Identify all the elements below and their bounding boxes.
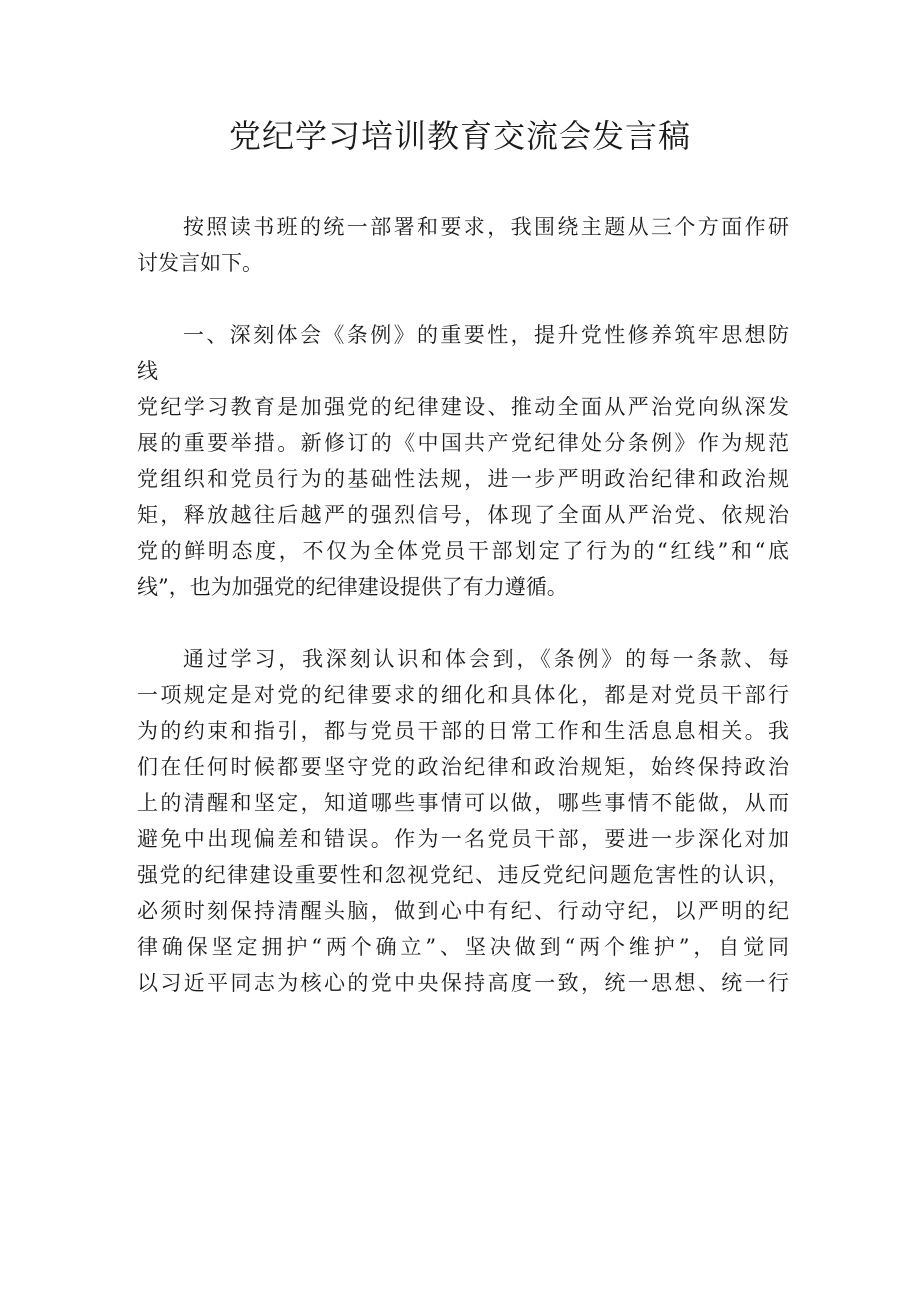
- text-line: 线”，也为加强党的纪律建设提供了有力遵循。: [137, 575, 568, 599]
- text-line: 们在任何时候都要坚守党的政治纪律和政治规矩，始终保持政治: [137, 755, 789, 779]
- text-line: 党纪学习教育是加强党的纪律建设、推动全面从严治党向纵深发: [137, 395, 789, 419]
- section-heading-line: 线: [137, 359, 158, 383]
- paragraph-gap: [137, 281, 789, 317]
- text-line: 讨发言如下。: [137, 251, 263, 275]
- text-line: 一项规定是对党的纪律要求的细化和具体化，都是对党员干部行: [137, 683, 789, 707]
- text-line: 必须时刻保持清醒头脑，做到心中有纪、行动守纪，以严明的纪: [137, 899, 789, 923]
- document-title: 党纪学习培训教育交流会发言稿: [228, 117, 691, 155]
- document-body: [137, 209, 789, 1001]
- text-line: 展的重要举措。新修订的《中国共产党纪律处分条例》作为规范: [137, 431, 789, 455]
- text-line: 避免中出现偏差和错误。作为一名党员干部，要进一步深化对加: [137, 827, 789, 851]
- paragraph-gap: [137, 605, 789, 641]
- section-heading-line: 一、深刻体会《条例》的重要性，提升党性修养筑牢思想防: [183, 323, 789, 347]
- text-line: 律确保坚定拥护“两个确立”、坚决做到“两个维护”，自觉同: [137, 935, 789, 959]
- text-line: 党组织和党员行为的基础性法规，进一步严明政治纪律和政治规: [137, 467, 789, 491]
- text-line: 以习近平同志为核心的党中央保持高度一致，统一思想、统一行: [137, 971, 789, 995]
- text-line: 党的鲜明态度，不仅为全体党员干部划定了行为的“红线”和“底: [137, 539, 789, 563]
- text-line: 矩，释放越往后越严的强烈信号，体现了全面从严治党、依规治: [137, 503, 789, 527]
- text-line: 上的清醒和坚定，知道哪些事情可以做，哪些事情不能做，从而: [137, 791, 789, 815]
- text-line: 按照读书班的统一部署和要求，我围绕主题从三个方面作研: [183, 215, 789, 239]
- text-line: 通过学习，我深刻认识和体会到，《条例》的每一条款、每: [183, 647, 789, 671]
- text-line: 强党的纪律建设重要性和忽视党纪、违反党纪问题危害性的认识，: [137, 863, 789, 887]
- text-line: 为的约束和指引，都与党员干部的日常工作和生活息息相关。我: [137, 719, 789, 743]
